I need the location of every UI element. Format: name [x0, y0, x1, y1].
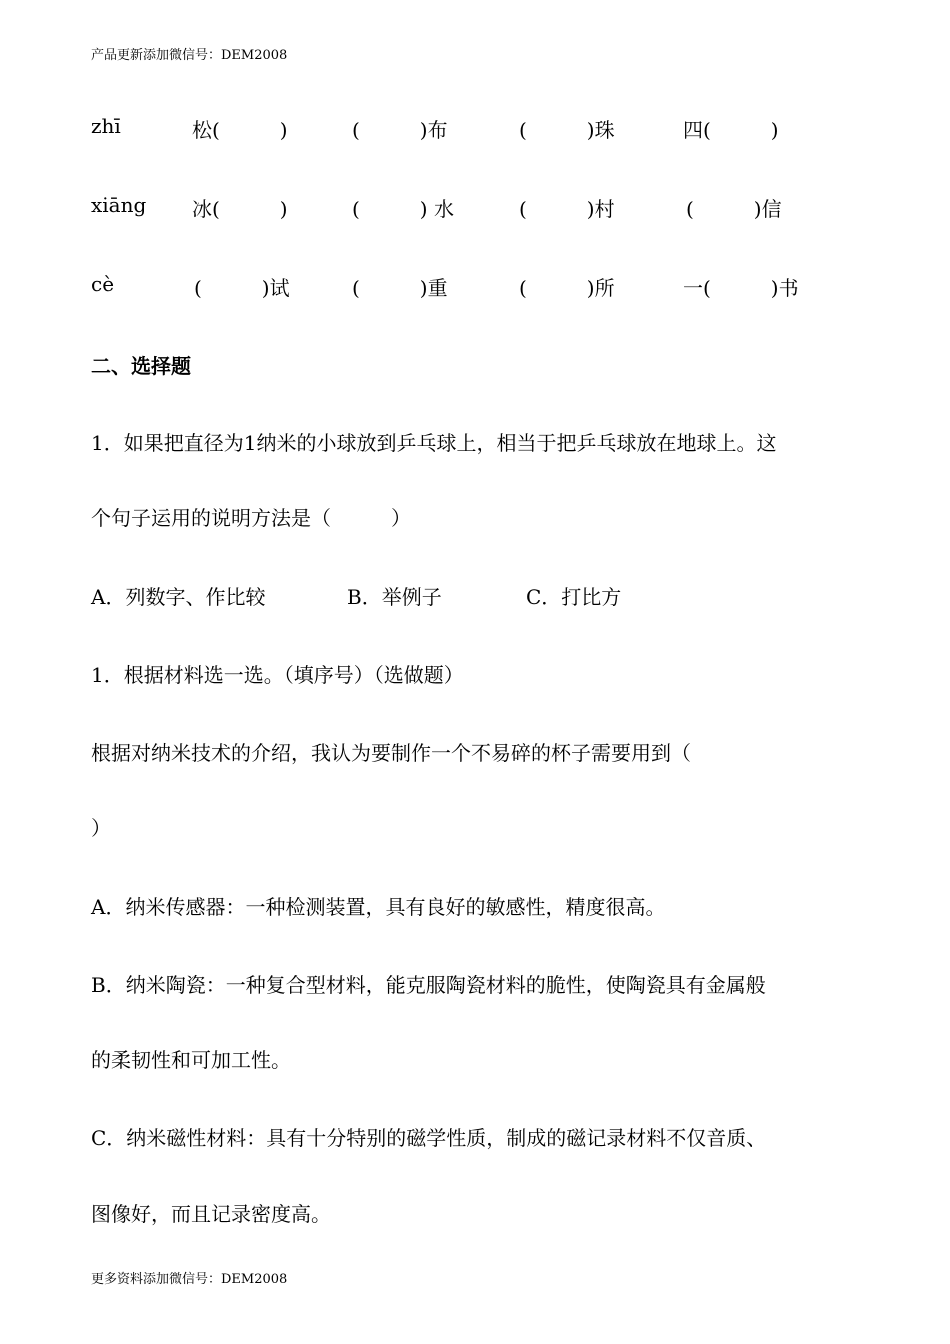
blank-word: 松( ) — [192, 118, 288, 142]
blank-word: ( )村 — [519, 197, 615, 221]
option-a: A．列数字、作比较 — [91, 585, 266, 609]
blank-word: ( )重 — [352, 276, 448, 300]
pinyin-label: xiāng — [91, 193, 147, 217]
blank-word: ( )信 — [686, 197, 782, 221]
question-2-option-c-line-1: C．纳米磁性材料：具有十分特别的磁学性质，制成的磁记录材料不仅音质、 — [91, 1126, 767, 1150]
option-c: C．打比方 — [526, 585, 622, 609]
question-1-line-2: 个句子运用的说明方法是（ ） — [91, 506, 411, 530]
pinyin-row-xiang — [0, 193, 950, 223]
pinyin-label: cè — [91, 272, 115, 296]
blank-word: ( )布 — [352, 118, 448, 142]
pinyin-label: zhī — [91, 114, 121, 138]
blank-word: ( )所 — [519, 276, 615, 300]
section-title: 二、选择题 — [91, 354, 191, 378]
question-1-line-1: 1．如果把直径为1纳米的小球放到乒乓球上，相当于把乒乓球放在地球上。这 — [91, 431, 777, 455]
pinyin-row-ce — [0, 272, 950, 302]
option-b: B．举例子 — [347, 585, 442, 609]
question-2-option-b-line-2: 的柔韧性和可加工性。 — [91, 1048, 291, 1072]
question-2-option-b-line-1: B．纳米陶瓷：一种复合型材料，能克服陶瓷材料的脆性，使陶瓷具有金属般 — [91, 973, 766, 997]
blank-word: ( ) 水 — [352, 197, 454, 221]
blank-word: 四( ) — [683, 118, 779, 142]
question-2-option-a: A．纳米传感器：一种检测装置，具有良好的敏感性，精度很高。 — [91, 895, 666, 919]
question-2-option-c-line-2: 图像好，而且记录密度高。 — [91, 1202, 331, 1226]
blank-word: ( )珠 — [519, 118, 615, 142]
blank-word: ( )试 — [194, 276, 290, 300]
page-footer: 更多资料添加微信号：DEM2008 — [91, 1272, 288, 1287]
blank-word: 一( )书 — [683, 276, 799, 300]
pinyin-row-zhi — [0, 114, 950, 144]
question-2-stem-2: ） — [91, 816, 111, 840]
page-header: 产品更新添加微信号：DEM2008 — [91, 48, 288, 63]
question-2-stem-1: 根据对纳米技术的介绍，我认为要制作一个不易碎的杯子需要用到（ — [91, 741, 691, 765]
question-1-options — [91, 581, 871, 611]
question-2-title: 1．根据材料选一选。（填序号）（选做题） — [91, 663, 464, 687]
blank-word: 冰( ) — [192, 197, 288, 221]
